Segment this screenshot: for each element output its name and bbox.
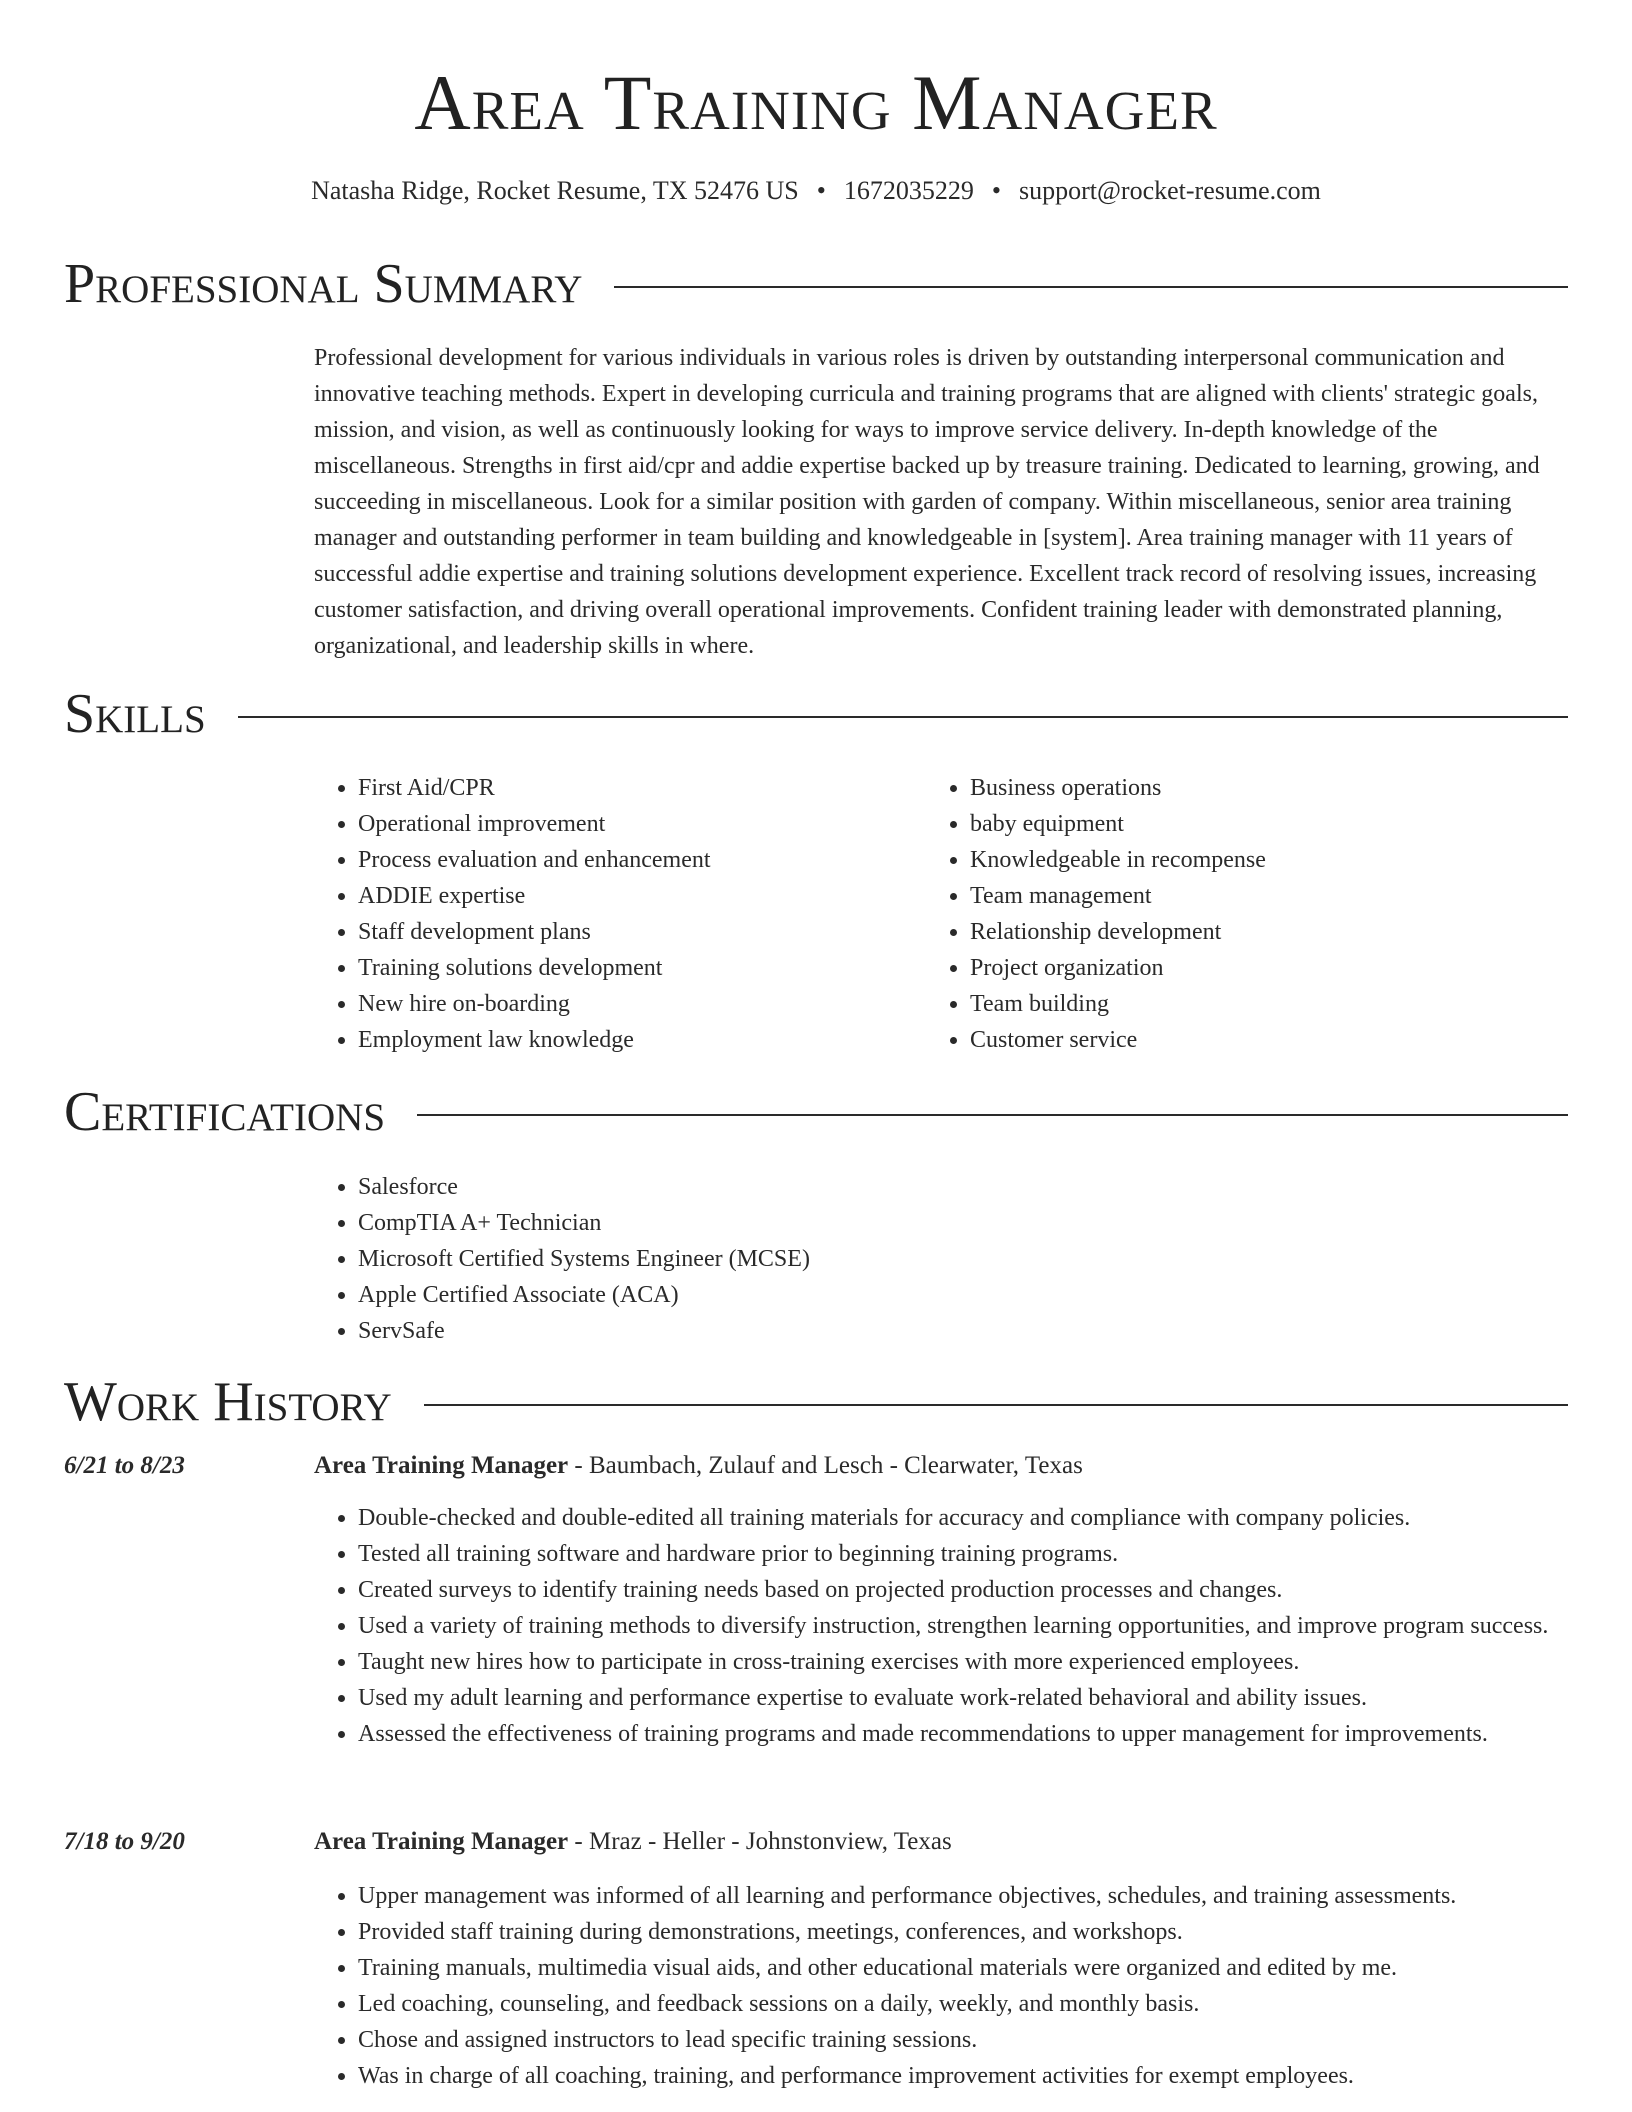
job-bullet: • Used a variety of training methods to diversify instruction, strengthen learning opportunities, and improve program success. <box>358 1608 1568 1644</box>
section-divider <box>424 1404 1568 1406</box>
section-heading: Professional Summary <box>64 253 583 315</box>
section-header-certifications <box>64 1080 1568 1144</box>
skill-item: • Team building <box>970 986 1566 1022</box>
job-bullets <box>314 1500 1568 1752</box>
section-heading: Skills <box>64 683 206 745</box>
skill-item: • Business operations <box>970 770 1566 806</box>
skill-item: • Knowledgeable in recompense <box>970 842 1566 878</box>
certifications-block <box>314 1169 810 1349</box>
contact-phone: 1672035229 <box>843 176 974 205</box>
contact-separator: • <box>991 176 1001 205</box>
job-bullet: • Used my adult learning and performance expertise to evaluate work-related behavioral and ability issues. <box>358 1680 1568 1716</box>
job-dates: 7/18 to 9/20 <box>64 1828 185 1855</box>
job-bullet: • Was in charge of all coaching, training, and performance improvement activities for exempt employees. <box>358 2058 1568 2094</box>
job-dates: 6/21 to 8/23 <box>64 1452 185 1479</box>
job-bullet: • Training manuals, multimedia visual aids, and other educational materials were organized and edited by me. <box>358 1950 1568 1986</box>
certification-item: • Microsoft Certified Systems Engineer (MCSE) <box>358 1241 810 1277</box>
skill-item: • baby equipment <box>970 806 1566 842</box>
section-heading: Certifications <box>64 1081 386 1143</box>
job-title: Area Training Manager <box>314 1452 569 1479</box>
contact-address: Natasha Ridge, Rocket Resume, TX 52476 US <box>311 176 799 205</box>
section-divider <box>238 716 1568 718</box>
job-bullet-list <box>314 1878 1568 2094</box>
job-bullet: • Led coaching, counseling, and feedback sessions on a daily, weekly, and monthly basis. <box>358 1986 1568 2022</box>
job-bullet-list <box>314 1500 1568 1752</box>
section-heading: Work History <box>64 1371 392 1433</box>
skills-list <box>926 770 1566 1058</box>
resume-title: Area Training Manager <box>414 59 1218 146</box>
skill-item: • Project organization <box>970 950 1566 986</box>
job-bullet: • Chose and assigned instructors to lead specific training sessions. <box>358 2022 1568 2058</box>
skill-item: • Customer service <box>970 1022 1566 1058</box>
section-header-work-history <box>64 1370 1568 1434</box>
job-title-line <box>314 1448 1083 1484</box>
certification-item: • Apple Certified Associate (ACA) <box>358 1277 810 1313</box>
certification-item: • ServSafe <box>358 1313 810 1349</box>
job-bullet: • Tested all training software and hardware prior to beginning training programs. <box>358 1536 1568 1572</box>
section-divider <box>614 286 1568 288</box>
job-employer: - Baumbach, Zulauf and Lesch - Clearwater, Texas <box>568 1452 1083 1479</box>
job-bullet: • Created surveys to identify training needs based on projected production processes and changes. <box>358 1572 1568 1608</box>
skill-item: • Process evaluation and enhancement <box>358 842 914 878</box>
skill-item: • Relationship development <box>970 914 1566 950</box>
certification-item: • CompTIA A+ Technician <box>358 1205 810 1241</box>
contact-email: support@rocket-resume.com <box>1018 176 1321 205</box>
summary-text: Professional development for various individuals in various roles is driven by outstanding interpersonal communication and innovative teaching methods. Expert in developing curricula and training programs that are aligned with clients' strategic goals, mission, and vision, as well as continuously looking for ways to improve service delivery. In-depth knowledge of the miscellaneous. Strengths in first aid/cpr and addie expertise backed up by treasure training. Dedicated to learning, growing, and succeeding in miscellaneous. Look for a similar position with garden of company. Within miscellaneous, senior area training manager and outstanding performer in team building and knowledgeable in [system]. Area training manager with 11 years of successful addie expertise and training solutions development experience. Excellent track record of resolving issues, increasing customer satisfaction, and driving overall operational improvements. Confident training leader with demonstrated planning, organizational, and leadership skills in where. <box>314 345 1540 659</box>
job-title: Area Training Manager <box>314 1828 569 1855</box>
skill-item: • Training solutions development <box>358 950 914 986</box>
job-bullet: • Upper management was informed of all learning and performance objectives, schedules, and training assessments. <box>358 1878 1568 1914</box>
job-bullets <box>314 1878 1568 2094</box>
job-bullet: • Double-checked and double-edited all training materials for accuracy and compliance with company policies. <box>358 1500 1568 1536</box>
skill-item: • Employment law knowledge <box>358 1022 914 1058</box>
skill-item: • ADDIE expertise <box>358 878 914 914</box>
skill-item: • Team management <box>970 878 1566 914</box>
skills-left-column <box>314 770 914 1058</box>
skill-item: • Operational improvement <box>358 806 914 842</box>
section-header-skills <box>64 682 1568 746</box>
contact-separator: • <box>816 176 826 205</box>
section-header-summary <box>64 252 1568 316</box>
certification-item: • Salesforce <box>358 1169 810 1205</box>
job-bullet: • Assessed the effectiveness of training programs and made recommendations to upper management for improvements. <box>358 1716 1568 1752</box>
section-divider <box>417 1114 1568 1116</box>
contact-line <box>0 174 1632 208</box>
skill-item: • Staff development plans <box>358 914 914 950</box>
skills-right-column <box>926 770 1566 1058</box>
certifications-list <box>314 1169 810 1349</box>
skills-list <box>314 770 914 1058</box>
skill-item: • New hire on-boarding <box>358 986 914 1022</box>
job-bullet: • Provided staff training during demonstrations, meetings, conferences, and workshops. <box>358 1914 1568 1950</box>
job-employer: - Mraz - Heller - Johnstonview, Texas <box>568 1828 952 1855</box>
job-bullet: • Taught new hires how to participate in cross-training exercises with more experienced employees. <box>358 1644 1568 1680</box>
skill-item: • First Aid/CPR <box>358 770 914 806</box>
job-title-line <box>314 1824 952 1860</box>
